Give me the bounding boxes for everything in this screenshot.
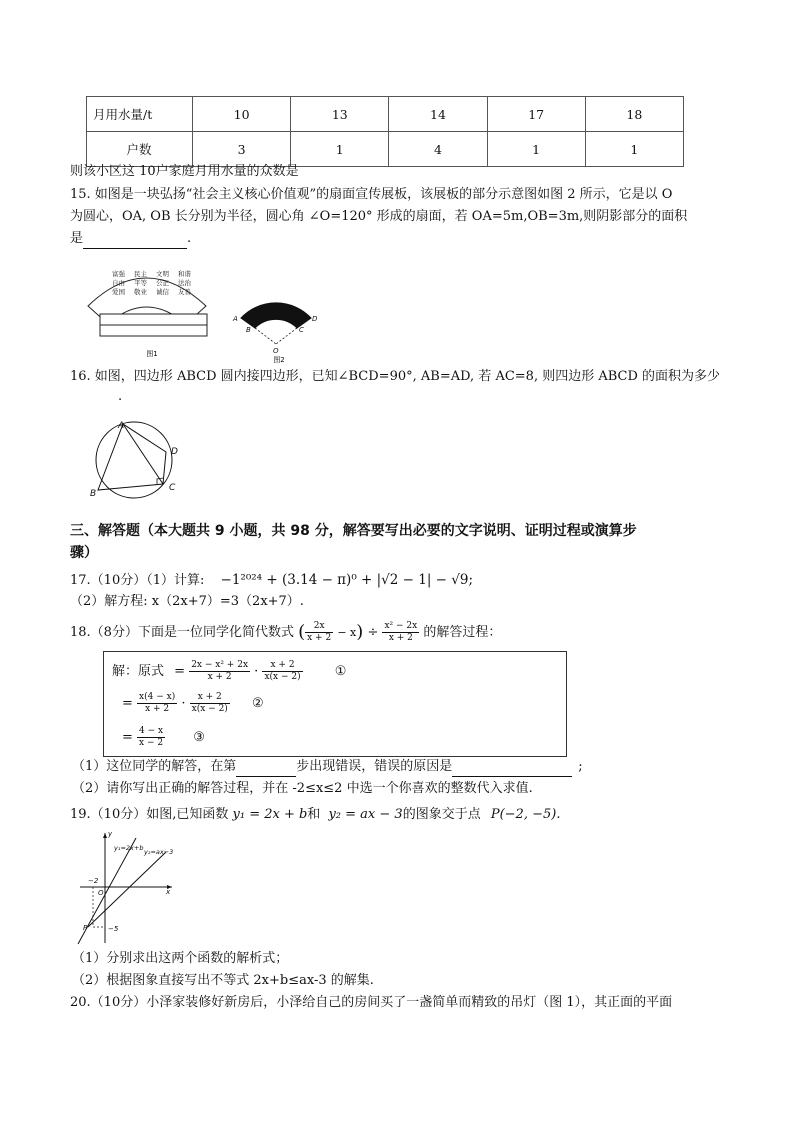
q18-suffix: 的解答过程：: [423, 625, 502, 640]
table-cell: 4: [389, 132, 487, 167]
answer-blank: [452, 758, 572, 777]
q18-subq2: （2）请你写出正确的解答过程，并在 -2≤x≤2 中选一个你喜欢的整数代入求值.: [72, 781, 533, 796]
q17-line1: [70, 571, 473, 590]
step-marker: ①: [334, 664, 347, 679]
point-label: P: [83, 924, 88, 932]
label-C: C: [299, 326, 304, 334]
table-cell: 1: [585, 132, 683, 167]
q19-line1: 19.（10分）如图,已知函数 y₁ = 2x + b和 y₂ = ax − 3的图象交于点 P(−2, −5).: [70, 807, 561, 822]
solution-box: [103, 651, 567, 757]
table-row: [87, 132, 684, 167]
q16-line2: .: [118, 389, 123, 404]
fan-text: 敬业: [134, 288, 147, 296]
fan-text: 和谐: [178, 270, 191, 278]
solution-row-3: = $\frac{4 - x}{x - 2}$ ③: [122, 726, 205, 748]
table-header-cell: 月用水量/t: [87, 97, 193, 132]
q15-line3-prefix: 是: [70, 231, 84, 246]
q15-line3-suffix: .: [187, 231, 192, 246]
q19-subq1: （1）分别求出这两个函数的解析式；: [72, 951, 289, 966]
label-B: B: [90, 489, 97, 499]
table-cell: 14: [389, 97, 487, 132]
section-heading-cont: 骤）: [70, 545, 98, 561]
inscribed-quadrilateral-figure: [84, 418, 188, 502]
label-A: A: [233, 315, 238, 323]
answer-blank: [83, 230, 187, 249]
y-axis-label: y: [108, 830, 113, 838]
q17-expression: −1²⁰²⁴ + (3.14 − π)⁰ + |√2 − 1| − √9;: [220, 572, 474, 588]
q20-line1: 20.（10分）小泽家装修好新房后，小泽给自己的房间买了一盏简单而精致的吊灯（图 1），其正面的平面: [70, 995, 673, 1010]
table-row: [87, 97, 684, 132]
q19-subq2: （2）根据图象直接写出不等式 2x+b≤ax-3 的解集.: [72, 973, 374, 988]
y1-label: y₁=2x+b: [114, 844, 144, 852]
q18-prefix: 18.（8分）下面是一位同学化简代数式: [70, 625, 294, 640]
answer-blank: [236, 758, 296, 777]
q15-line3: [70, 230, 191, 249]
q16-line1: 16. 如图，四边形 ABCD 圆内接四边形，已知∠BCD=90°, AB=AD, 若 AC=8, 则四边形 ABCD 的面积为多少: [70, 369, 721, 384]
q15-line1: 15. 如图是一块弘扬“社会主义核心价值观”的扇面宣传展板，该展板的部分示意图如图 2 所示，它是以 O: [70, 187, 673, 202]
x-axis-label: x: [166, 888, 171, 896]
fan-text: 富强: [112, 270, 125, 278]
fan-text: 文明: [156, 270, 169, 278]
table-cell: 10: [193, 97, 291, 132]
fan-text: 友善: [178, 288, 191, 296]
tick-label: −5: [108, 925, 119, 933]
fan-text: 爱国: [112, 288, 125, 296]
fan-text: 诚信: [156, 288, 169, 296]
q15-line2: 为圆心，OA, OB 长分别为半径，圆心角 ∠O=120° 形成的扇面，若 OA=5m,OB=3m,则阴影部分的面积: [70, 209, 688, 224]
fig1-caption: 图1: [146, 350, 158, 358]
y2-label: y₂=ax−3: [144, 848, 174, 856]
fan-text: 法治: [178, 279, 191, 287]
label-A: A: [118, 421, 125, 431]
table-cell: 1: [487, 132, 585, 167]
label-D: D: [171, 447, 178, 457]
q18-subq1: （1）这位同学的解答，在第 步出现错误，错误的原因是 ;: [72, 758, 583, 777]
solution-row-1: 解：原式 = $\frac{\text{2x − x² + 2x}}{x + 2}$ · $\frac{x + 2}{x(x - 2)}$ ①: [112, 660, 347, 682]
fraction: $\frac{\text{x² − 2x}}{x + 2}$: [384, 621, 418, 643]
q17-prefix: 17.（10分）（1）计算:: [70, 573, 205, 588]
label-O: O: [273, 347, 279, 355]
fan-text: 平等: [134, 279, 147, 287]
q18-line1: 18.（8分）下面是一位同学化简代数式 ( $\frac{2x}{x + 2}$ − x) ÷ $\frac{\text{x² − 2x}}{x + 2}$ 的解答过程：: [70, 621, 502, 643]
label-B: B: [246, 326, 251, 334]
fan-text: 公正: [156, 279, 169, 287]
table-cell: 13: [291, 97, 389, 132]
fan-text: 民主: [134, 270, 147, 278]
label-C: C: [169, 483, 176, 493]
table-cell: 17: [487, 97, 585, 132]
section-heading: 三、解答题（本大题共 9 小题，共 98 分，解答要写出必要的文字说明、证明过程或演算步: [70, 523, 637, 539]
q14-tail: 则该小区这 10户家庭月用水量的众数是: [70, 164, 299, 179]
origin-label: O: [98, 889, 104, 897]
table-cell: 18: [585, 97, 683, 132]
water-usage-table: [86, 96, 684, 167]
label-D: D: [312, 315, 318, 323]
function-graph: [76, 828, 176, 946]
fan-board-figure: [80, 262, 215, 362]
fraction: $\frac{2x}{x + 2}$: [307, 621, 332, 643]
table-header-cell: 户数: [87, 132, 193, 167]
fig2-caption: 图2: [273, 356, 285, 363]
sector-figure: [232, 285, 324, 363]
q17-line2: （2）解方程: x（2x+7）=3（2x+7）.: [70, 594, 304, 609]
step-marker: ③: [193, 730, 205, 745]
fan-text: 自由: [112, 279, 125, 287]
tick-label: −2: [88, 877, 99, 885]
table-cell: 1: [291, 132, 389, 167]
table-cell: 3: [193, 132, 291, 167]
step-marker: ②: [251, 696, 264, 711]
solution-row-2: = $\frac{x(4 - x)}{x + 2}$ · $\frac{x + 2}{x(x - 2)}$ ②: [122, 692, 264, 714]
